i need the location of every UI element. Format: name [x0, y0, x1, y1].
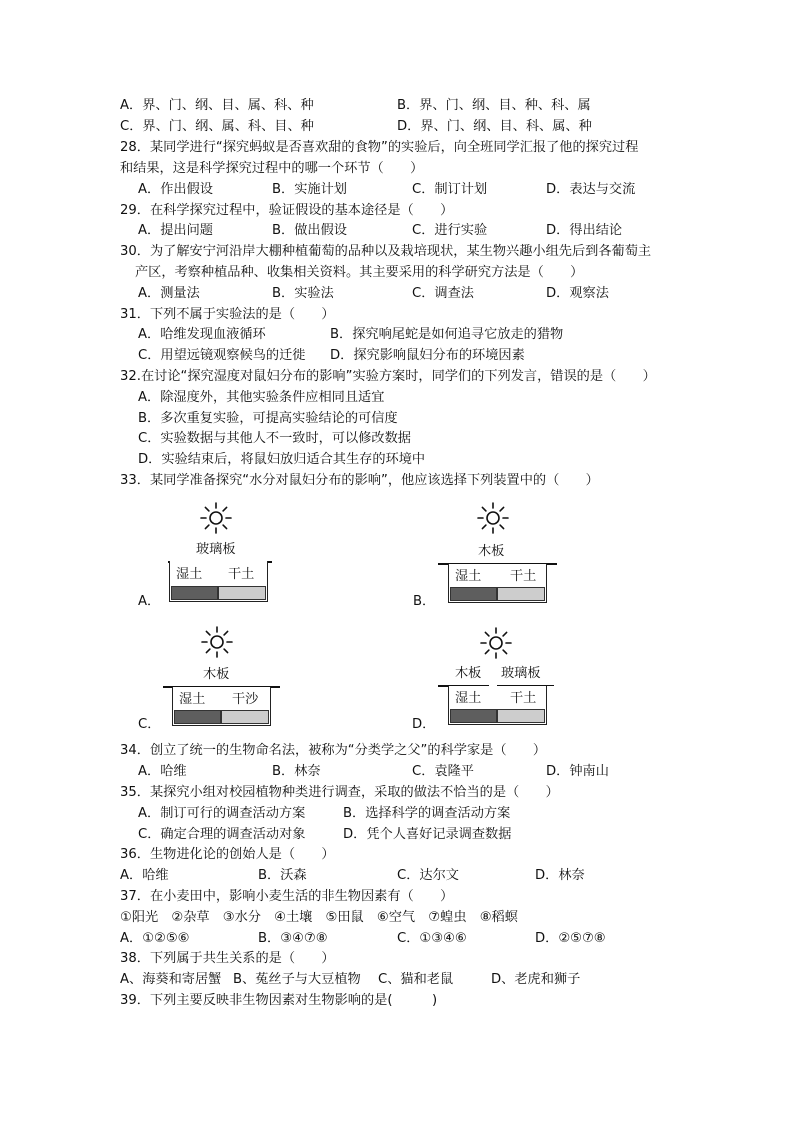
q35-option-c: C．确定合理的调查活动对象 [138, 827, 306, 842]
right-soil-label: 干土 [510, 569, 537, 584]
q32-stem: 32.在讨论“探究湿度对鼠妇分布的影响”实验方案时，同学们的下列发言，错误的是（ ） [120, 369, 656, 384]
q31-option-c: C．用望远镜观察候鸟的迁徙 [138, 348, 306, 363]
cover-label: 木板 [478, 544, 505, 559]
q34-option-b: B．林奈 [272, 764, 321, 779]
left-soil-fill [174, 710, 221, 724]
sun-icon [201, 626, 233, 658]
q29-option-d: D．得出结论 [546, 223, 623, 238]
cover-label-left: 木板 [455, 666, 482, 681]
q38-option-b: B、菟丝子与大豆植物 [233, 972, 361, 987]
q37-factor-list: ①阳光 ②杂草 ③水分 ④土壤 ⑤田鼠 ⑥空气 ⑦蝗虫 ⑧稻螟 [120, 910, 518, 925]
q29-option-c: C．进行实验 [412, 223, 488, 238]
q37-option-c: C．①③④⑥ [397, 931, 467, 946]
left-soil-fill [450, 709, 497, 723]
q37-stem: 37．在小麦田中，影响小麦生活的非生物因素有（ ） [120, 889, 454, 904]
q27-option-d: D．界、门、纲、目、科、属、种 [397, 119, 592, 134]
option-letter: B． [413, 594, 436, 609]
cover-label: 木板 [203, 667, 230, 682]
q29-option-b: B．做出假设 [272, 223, 347, 238]
left-soil-label: 湿土 [455, 569, 482, 584]
right-soil-label: 干土 [510, 691, 537, 706]
q27-option-c: C．界、门、纲、属、科、目、种 [120, 119, 314, 134]
q33-stem: 33．某同学准备探究“水分对鼠妇分布的影响”，他应该选择下列装置中的（ ） [120, 473, 599, 488]
right-soil-fill [218, 586, 266, 600]
q34-stem: 34．创立了统一的生物命名法，被称为“分类学之父”的科学家是（ ） [120, 743, 547, 758]
q28-option-a: A．作出假设 [138, 182, 213, 197]
q35-option-a: A．制订可行的调查活动方案 [138, 806, 306, 821]
q38-option-c: C、猫和老鼠 [378, 972, 454, 987]
q31-option-d: D．探究影响鼠妇分布的环境因素 [330, 348, 525, 363]
q36-stem: 36．生物进化论的创始人是（ ） [120, 847, 335, 862]
q30-stem-line1: 30．为了解安宁河沿岸大棚种植葡萄的品种以及栽培现状，某生物兴趣小组先后到各葡萄主 [120, 244, 652, 259]
right-soil-fill [221, 710, 269, 724]
q31-option-b: B．探究响尾蛇是如何追寻它放走的猎物 [330, 327, 564, 342]
q36-option-a: A．哈维 [120, 868, 169, 883]
right-soil-label: 干沙 [232, 692, 259, 707]
q38-stem: 38．下列属于共生关系的是（ ） [120, 951, 335, 966]
q30-option-a: A．测量法 [138, 286, 200, 301]
q28-option-c: C．制订计划 [412, 182, 488, 197]
q37-option-a: A．①②⑤⑥ [120, 931, 190, 946]
q31-stem: 31．下列不属于实验法的是（ ） [120, 307, 335, 322]
q37-option-d: D．②⑤⑦⑧ [535, 931, 606, 946]
right-soil-label: 干土 [228, 567, 255, 582]
q27-option-a: A．界、门、纲、目、属、科、种 [120, 98, 314, 113]
sun-icon [480, 627, 512, 659]
q32-option-c: C．实验数据与其他人不一致时，可以修改数据 [138, 431, 411, 446]
q32-option-a: A．除湿度外，其他实验条件应相同且适宜 [138, 390, 385, 405]
q37-option-b: B．③④⑦⑧ [258, 931, 328, 946]
cover-label: 玻璃板 [196, 542, 236, 557]
q30-stem-line2: 产区，考察种植品种、收集相关资料。其主要采用的科学研究方法是（ ） [135, 265, 584, 280]
q35-option-b: B．选择科学的调查活动方案 [343, 806, 511, 821]
q35-stem: 35．某探究小组对校园植物种类进行调查，采取的做法不恰当的是（ ） [120, 785, 559, 800]
q31-option-a: A．哈维发现血液循环 [138, 327, 266, 342]
q28-stem-line1: 28．某同学进行“探究蚂蚁是否喜欢甜的食物”的实验后，向全班同学汇报了他的探究过程 [120, 140, 639, 155]
option-letter: C． [138, 717, 161, 732]
q28-option-d: D．表达与交流 [546, 182, 636, 197]
q38-option-a: A、海葵和寄居蟹 [120, 972, 222, 987]
q30-option-c: C．调查法 [412, 286, 474, 301]
q28-stem-line2: 和结果，这是科学探究过程中的哪一个环节（ ） [120, 161, 424, 176]
left-soil-fill [171, 586, 218, 600]
right-soil-fill [497, 587, 545, 601]
q35-option-d: D．凭个人喜好记录调查数据 [343, 827, 512, 842]
q34-option-d: D．钟南山 [546, 764, 609, 779]
q29-option-a: A．提出问题 [138, 223, 213, 238]
q36-option-b: B．沃森 [258, 868, 307, 883]
q38-option-d: D、老虎和狮子 [491, 972, 581, 987]
q34-option-a: A．哈维 [138, 764, 187, 779]
q29-stem: 29．在科学探究过程中，验证假设的基本途径是（ ） [120, 203, 454, 218]
q28-option-b: B．实施计划 [272, 182, 347, 197]
left-soil-fill [450, 587, 497, 601]
left-soil-label: 湿土 [176, 567, 203, 582]
cover-label-right: 玻璃板 [501, 666, 541, 681]
option-letter: D． [412, 717, 436, 732]
option-letter: A． [138, 594, 161, 609]
right-soil-fill [497, 709, 545, 723]
left-soil-label: 湿土 [455, 691, 482, 706]
q32-option-d: D．实验结束后，将鼠妇放归适合其生存的环境中 [138, 452, 426, 467]
q39-stem: 39．下列主要反映非生物因素对生物影响的是( ) [120, 993, 438, 1008]
left-soil-label: 湿土 [179, 692, 206, 707]
sun-icon [477, 502, 509, 534]
q36-option-c: C．达尔文 [397, 868, 459, 883]
q36-option-d: D．林奈 [535, 868, 585, 883]
q30-option-b: B．实验法 [272, 286, 334, 301]
q30-option-d: D．观察法 [546, 286, 609, 301]
q34-option-c: C．袁隆平 [412, 764, 474, 779]
sun-icon [200, 502, 232, 534]
q27-option-b: B．界、门、纲、目、种、科、属 [397, 98, 591, 113]
q32-option-b: B．多次重复实验，可提高实验结论的可信度 [138, 411, 398, 426]
